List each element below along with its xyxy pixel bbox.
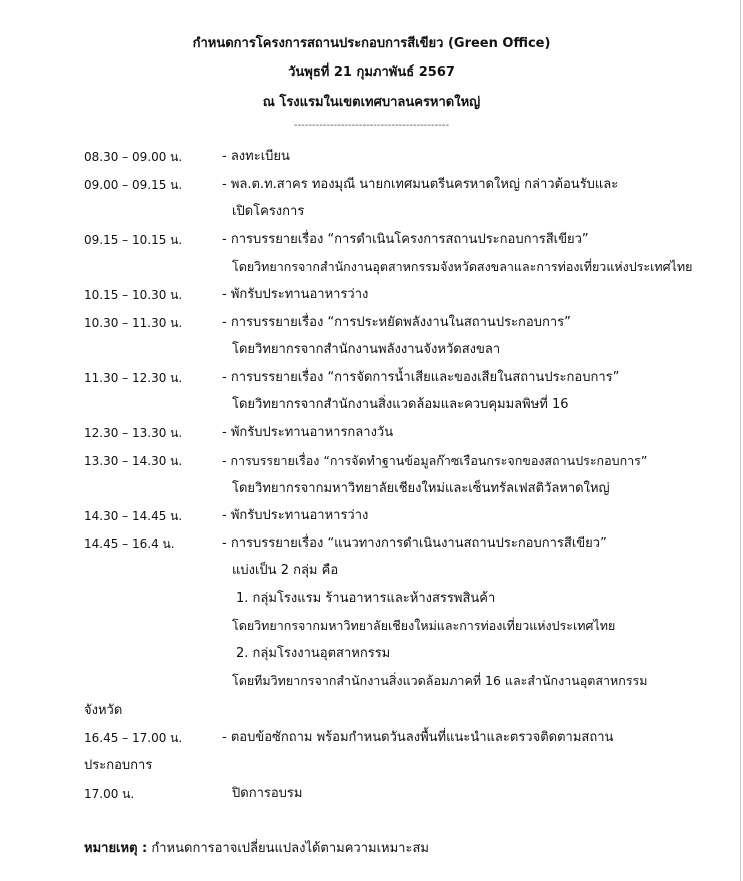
footnote-text: กำหนดการอาจเปลี่ยนแปลงได้ตามความเหมาะสม: [147, 841, 429, 856]
wrapped-text: ประกอบการ: [84, 758, 153, 773]
schedule-desc-cont: โดยวิทยากรจากสำนักงานอุตสาหกรรมจังหวัดสงขลาและการท่องเที่ยวแห่งประเทศไทย: [232, 259, 693, 274]
title-line-3: ณ โรงแรมในเขตเทศบาลนครหาดใหญ่: [262, 95, 481, 110]
schedule-desc: - พล.ต.ท.สาคร ทองมุณี นายกเทศมนตรีนครหาดใหญ่ กล่าวต้อนรับและ: [222, 177, 619, 192]
schedule-desc: - การบรรยายเรื่อง “แนวทางการดำเนินงานสถานประกอบการสีเขียว”: [222, 536, 607, 551]
schedule-desc: - การบรรยายเรื่อง “การดำเนินโครงการสถานประกอบการสีเขียว”: [222, 232, 589, 247]
schedule-time: 14.30 – 14.45 น.: [84, 509, 183, 523]
schedule-time: 09.15 – 10.15 น.: [84, 233, 183, 247]
group-2-speaker: โดยทีมวิทยากรจากสำนักงานสิ่งแวดล้อมภาคที่ 16 และสำนักงานอุตสาหกรรม: [232, 673, 648, 688]
wrapped-text: จังหวัด: [84, 703, 123, 718]
schedule-desc: - การบรรยายเรื่อง “การประหยัดพลังงานในสถานประกอบการ”: [222, 315, 571, 330]
schedule-desc: ปิดการอบรม: [232, 786, 303, 801]
schedule-time: 09.00 – 09.15 น.: [84, 178, 183, 192]
footnote-label: หมายเหตุ :: [84, 841, 148, 856]
schedule-desc: - ลงทะเบียน: [222, 149, 290, 164]
group-1-title: 1. กลุ่มโรงแรม ร้านอาหารและห้างสรรพสินค้า: [236, 591, 496, 606]
schedule-time: 16.45 – 17.00 น.: [84, 731, 183, 745]
title-line-2: วันพุธที่ 21 กุมภาพันธ์ 2567: [288, 65, 455, 80]
schedule-desc-cont: โดยวิทยากรจากสำนักงานสิ่งแวดล้อมและควบคุมมลพิษที่ 16: [232, 397, 569, 412]
page-edge: [740, 0, 741, 881]
schedule-desc-cont: เปิดโครงการ: [232, 204, 305, 219]
group-1-speaker: โดยวิทยากรจากมหาวิทยาลัยเชียงใหม่และการท่องเที่ยวแห่งประเทศไทย: [232, 618, 616, 633]
schedule-desc-cont: โดยวิทยากรจากสำนักงานพลังงานจังหวัดสงขลา: [232, 342, 501, 357]
schedule-time: 14.45 – 16.4 น.: [84, 537, 175, 551]
schedule-desc: - พักรับประทานอาหารว่าง: [222, 287, 369, 302]
schedule-time: 10.30 – 11.30 น.: [84, 316, 183, 330]
footnote: [84, 841, 429, 857]
schedule-time: 10.15 – 10.30 น.: [84, 288, 183, 302]
schedule-desc: - พักรับประทานอาหารว่าง: [222, 508, 369, 523]
schedule-time: 12.30 – 13.30 น.: [84, 426, 183, 440]
schedule-time: 17.00 น.: [84, 787, 135, 801]
schedule-desc: - การบรรยายเรื่อง “การจัดการน้ำเสียและของเสียในสถานประกอบการ”: [222, 370, 620, 385]
schedule-desc: - ตอบข้อซักถาม พร้อมกำหนดวันลงพื้นที่แนะนำและตรวจติดตามสถาน: [222, 730, 614, 745]
separator-line: -------------------------------------------: [293, 120, 450, 131]
schedule-time: 11.30 – 12.30 น.: [84, 371, 183, 385]
schedule-desc-cont: แบ่งเป็น 2 กลุ่ม คือ: [232, 563, 339, 578]
schedule-desc: - การบรรยายเรื่อง “การจัดทำฐานข้อมูลก๊าซเรือนกระจกของสถานประกอบการ”: [222, 453, 648, 468]
schedule-desc: - พักรับประทานอาหารกลางวัน: [222, 425, 394, 440]
schedule-time: 13.30 – 14.30 น.: [84, 454, 183, 468]
group-2-title: 2. กลุ่มโรงงานอุตสาหกรรม: [236, 646, 391, 661]
schedule-desc-cont: โดยวิทยากรจากมหาวิทยาลัยเชียงใหม่และเซ็นทรัลเฟสติวัลหาดใหญ่: [232, 481, 610, 496]
schedule-time: 08.30 – 09.00 น.: [84, 150, 183, 164]
title-line-1: กำหนดการโครงการสถานประกอบการสีเขียว (Green Office): [192, 36, 551, 51]
